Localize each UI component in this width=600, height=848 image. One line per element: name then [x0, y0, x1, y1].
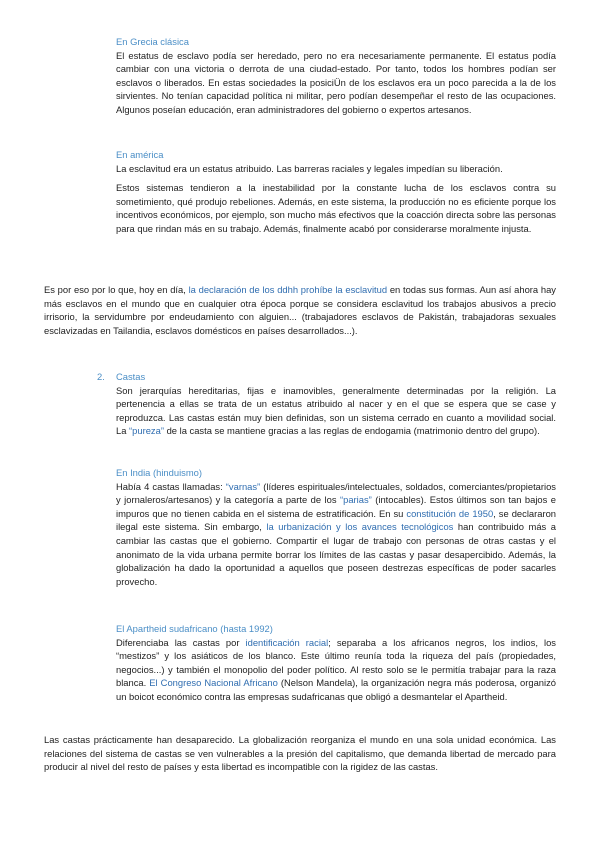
paragraph-america-2: Estos sistemas tendieron a la inestabilidad por la constante lucha de los esclavos contra su sometimiento, qué produjo rebeliones. Además, en este sistema, la producción no es eficiente porque los incentivos económicos, por ejemplo, son mucho más efectivos que la coacción directa sobre las personas para que rindan más en su trabajo. Además, finalmente acabó por considerarse moralmente injusta. — [116, 182, 556, 234]
heading-castas: Castas — [116, 371, 146, 382]
term-pureza: “pureza” — [129, 425, 164, 437]
section-today — [44, 283, 556, 337]
section-apartheid — [116, 622, 556, 704]
section-castas — [116, 370, 556, 438]
term-identificacion-racial: identificación racial — [245, 636, 329, 648]
term-varnas: “varnas” — [225, 480, 261, 492]
heading-india: En India (hinduismo) — [116, 467, 202, 478]
paragraph-india: Había 4 castas llamadas: “varnas” (líderes espirituales/intelectuales, soldados, comerciantes/propietarios y jornaleros/artesanos) y la categoría a parte de los “parias” (intocables). Estos últimos son tan bajos e impuros que no tienen cabida en el sistema de estratificación. En su constitución de 1950, se declararon ilegal este sistema. Sin embargo, la urbanización y los avances tecnológicos han contribuido más a cambiar las castas que el gobierno. Compartir el lugar de trabajo con personas de otras castas y el anonimato de la vida urbana permite borrar los límites de las castas y pasar desapercibido. Además, la globalización ha dado la oportunidad a aquellos que poseen destrezas específicas de poder sacarles provecho. — [116, 480, 557, 587]
list-number-castas: 2. — [97, 371, 105, 382]
heading-america: En américa — [116, 149, 164, 160]
paragraph-closing: Las castas prácticamente han desaparecido. La globalización reorganiza el mundo en una sola unidad económica. Las relaciones del sistema de castas se ven vulnerables a la presión del capitalismo, que demanda libertad de mercado para producir al nivel del resto de países y esta libertad es incompatible con la rigidez de las castas. — [44, 734, 556, 773]
term-urbanizacion: la urbanización y los avances tecnológicos — [266, 521, 454, 533]
paragraph-greece: El estatus de esclavo podía ser heredado, pero no era necesariamente permanente. El estatus podía cambiar con una victoria o derrota de una ciudad-estado. Por tanto, todos los hombres podían ser esclavos o liberados. En estas sociedades la posiciÜn de los esclavos era un poco parecida a la de los sirvientes. No tenían capacidad política ni militar, pero podían desempeñar el resto de las ocupaciones. Algunos poseían educación, eran administradores del gobierno o expertos artesanos. — [116, 49, 556, 115]
term-congreso-nacional-africano: El Congreso Nacional Africano — [149, 677, 278, 689]
section-greece — [116, 35, 556, 117]
paragraph-apartheid: Diferenciaba las castas por identificación racial; separaba a los africanos negros, los indios, los “mestizos” y los asiáticos de los blanco. Este último reunía toda la riqueza del país (propiedades, negocios...) y también el monopolio del poder político. Al resto solo se le permitía trabajar para la raza blanca. El Congreso Nacional Africano (Nelson Mandela), la organización negra más poderosa, organizó un boicot económico contra las empresas sudafricanas que obligó a desmantelar el Apartheid. — [116, 636, 557, 702]
paragraph-america: La esclavitud era un estatus atribuido. Las barreras raciales y legales impedían su liberación. — [116, 162, 503, 174]
section-america — [116, 148, 556, 236]
paragraph-castas: Son jerarquías hereditarias, fijas e inamovibles, generalmente determinadas por la religión. La pertenencia a ellas se trata de un estatus atribuido al nacer y en el que se espera que se case y reproduzca. Las castas están muy bien definidas, son un sistema cerrado en cuanto a movilidad social. La “pureza” de la casta se mantiene gracias a las reglas de endogamia (matrimonio dentro del grupo). — [116, 384, 556, 437]
term-parias: “parias” — [340, 494, 372, 506]
section-india — [116, 466, 556, 588]
section-closing — [44, 733, 556, 774]
heading-apartheid: El Apartheid sudafricano (hasta 1992) — [116, 623, 273, 634]
paragraph-today: Es por eso por lo que, hoy en día, la declaración de los ddhh prohíbe la esclavitud en todas sus formas. Aun así ahora hay más esclavos en el mundo que en cualquier otra época porque se considera esclavitud los trabajos abusivos a precio irrisorio, la servidumbre por endeudamiento con alguien... (trabajadores esclavos de Pakistán, trabajadoras sexuales esclavizadas en Tailandia, esclavos domésticos en países desarrollados...). — [44, 284, 556, 336]
term-constitucion-1950: constitución de 1950 — [406, 507, 494, 519]
link-declaracion-ddhh: la declaración de los ddhh prohíbe la esclavitud — [188, 284, 388, 295]
heading-greece: En Grecia clásica — [116, 36, 189, 47]
